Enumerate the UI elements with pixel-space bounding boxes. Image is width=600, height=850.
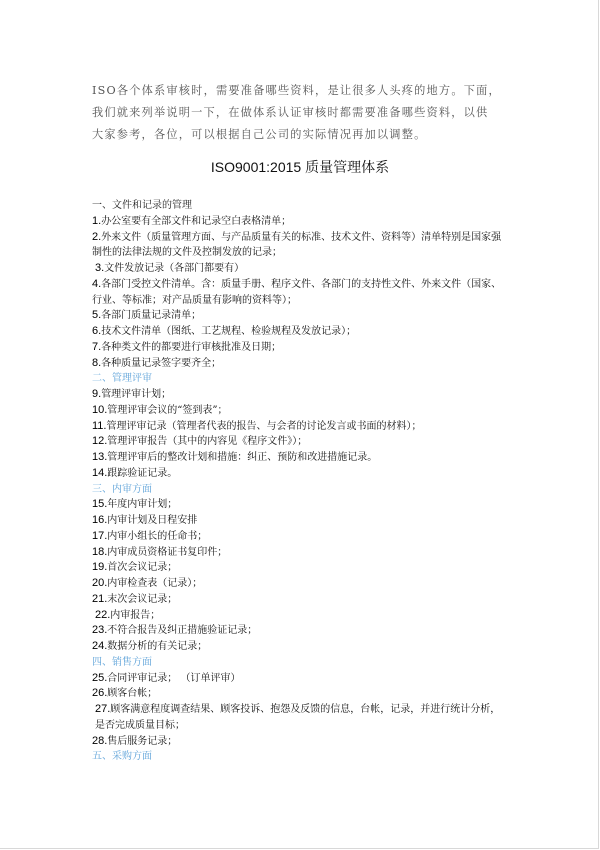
section-heading: 二、管理评审 xyxy=(92,373,152,385)
item-number: 27. xyxy=(95,703,111,715)
item-text: 合同评审记录； （订单评审） xyxy=(107,672,241,684)
list-item xyxy=(92,277,508,309)
item-text: 内审检查表（记录）； xyxy=(107,578,203,589)
item-number: 17. xyxy=(92,529,108,542)
item-number: 16. xyxy=(92,514,108,526)
item-number: 8. xyxy=(92,356,102,369)
item-text: 顾客台帐； xyxy=(107,688,158,700)
item-text: 售后服务记录； xyxy=(107,735,178,747)
item-text: 跟踪验证记录。 xyxy=(107,467,178,479)
item-number: 13. xyxy=(92,451,108,463)
item-text: 文件发放记录（各部门都要有） xyxy=(104,263,245,274)
list-item xyxy=(92,734,508,750)
item-number: 7. xyxy=(92,340,102,353)
item-number: 19. xyxy=(92,561,108,574)
item-text: 首次会议记录； xyxy=(107,562,178,574)
list-item xyxy=(92,419,508,435)
list-item xyxy=(92,403,508,419)
item-number: 25. xyxy=(92,671,108,684)
item-text: 内审报告； xyxy=(110,609,161,621)
list-item xyxy=(92,387,508,403)
item-text: 管理评审后的整改计划和措施：纠正、预防和改进措施记录。 xyxy=(107,452,378,463)
item-number: 9. xyxy=(92,388,102,400)
item-number: 4. xyxy=(92,277,102,290)
intro-line: 我们就来列举说明一下，在做体系认证审核时都需要准备哪些资料，以供 xyxy=(92,106,489,119)
item-text: 管理评审记录（管理者代表的报告、与会者的讨论发言或书面的材料）； xyxy=(106,420,422,432)
intro-line: ISO各个体系审核时，需要准备哪些资料，是让很多人头疼的地方。下面， xyxy=(92,84,501,97)
section-heading: 一、文件和记录的管理 xyxy=(92,200,192,211)
item-number: 24. xyxy=(92,640,108,652)
list-item xyxy=(92,308,508,324)
item-number: 14. xyxy=(92,466,108,479)
list-item xyxy=(92,214,508,230)
list-item xyxy=(92,686,508,702)
item-number: 20. xyxy=(92,577,108,589)
list-item xyxy=(92,466,508,482)
item-text: 各种质量记录签字要齐全； xyxy=(101,357,222,369)
list-item xyxy=(92,356,508,372)
item-text: 各部门质量记录清单； xyxy=(101,310,202,322)
item-number: 21. xyxy=(92,592,108,605)
item-number: 12. xyxy=(92,435,108,448)
item-number: 11. xyxy=(92,419,107,432)
item-text: 顾客满意程度调查结果、顾客投诉、抱怨及反馈的信息，台帐，记录，并进行统计分析，是否完成质量目标； xyxy=(95,704,501,731)
item-text: 内审计划及日程安排 xyxy=(107,515,198,526)
item-number: 26. xyxy=(92,687,108,700)
item-text: 末次会议记录； xyxy=(107,593,178,605)
item-number: 3. xyxy=(95,262,105,274)
document-title: ISO9001:2015 质量管理体系 xyxy=(210,159,390,175)
item-text: 不符合报告及纠正措施验证记录； xyxy=(107,625,258,637)
item-text: 管理评审会议的“签到表”； xyxy=(107,404,228,416)
item-text: 内审成员资格证书复印件； xyxy=(107,546,228,558)
item-text: 外来文件（质量管理方面、与产品质量有关的标准、技术文件、资料等）清单特别是国家强制性的法律法规的文件及控制发放的记录； xyxy=(92,231,502,259)
item-text: 办公室要有全部文件和记录空白表格清单； xyxy=(101,215,292,227)
list-item xyxy=(92,529,508,545)
item-number: 2. xyxy=(92,230,102,243)
list-item xyxy=(92,545,508,561)
item-number: 15. xyxy=(92,498,108,511)
list-item xyxy=(92,324,508,340)
list-item xyxy=(92,592,508,608)
item-text: 技术文件清单（图纸、工艺规程、检验规程及发放记录）； xyxy=(101,326,357,337)
item-text: 各种类文件的都要进行审核批准及日期； xyxy=(101,341,282,353)
list-item xyxy=(92,230,508,262)
list-item xyxy=(92,671,508,687)
section-heading: 三、内审方面 xyxy=(92,483,152,495)
list-item xyxy=(92,450,508,466)
list-item xyxy=(92,702,508,734)
item-number: 18. xyxy=(92,545,108,558)
item-text: 年度内审计划； xyxy=(107,499,178,511)
list-item xyxy=(92,497,508,513)
list-item xyxy=(92,576,508,592)
item-text: 数据分析的有关记录； xyxy=(107,641,208,652)
document-body xyxy=(92,198,508,765)
intro-paragraph xyxy=(92,80,512,146)
item-text: 管理评审计划； xyxy=(101,389,172,400)
section-heading: 五、采购方面 xyxy=(92,751,152,763)
item-number: 6. xyxy=(92,325,102,337)
list-item xyxy=(92,623,508,639)
item-number: 22. xyxy=(95,608,111,621)
list-item xyxy=(92,639,508,655)
item-number: 23. xyxy=(92,624,108,637)
item-text: 内审小组长的任命书； xyxy=(107,530,208,542)
item-number: 1. xyxy=(92,214,102,227)
intro-line: 大家参考，各位，可以根据自己公司的实际情况再加以调整。 xyxy=(92,128,427,141)
list-item xyxy=(92,434,508,450)
section-heading: 四、销售方面 xyxy=(92,656,152,668)
list-item xyxy=(92,340,508,356)
list-item xyxy=(92,560,508,576)
item-number: 28. xyxy=(92,734,108,747)
list-item xyxy=(92,608,508,624)
item-number: 5. xyxy=(92,309,102,322)
item-text: 管理评审报告（其中的内容见《程序文件》）； xyxy=(107,436,308,448)
item-text: 各部门受控文件清单。含：质量手册、程序文件、各部门的支持性文件、外来文件（国家、行业、等标准；对产品质量有影响的资料等）； xyxy=(92,278,502,306)
list-item xyxy=(92,261,508,277)
item-number: 10. xyxy=(92,403,108,416)
list-item xyxy=(92,513,508,529)
